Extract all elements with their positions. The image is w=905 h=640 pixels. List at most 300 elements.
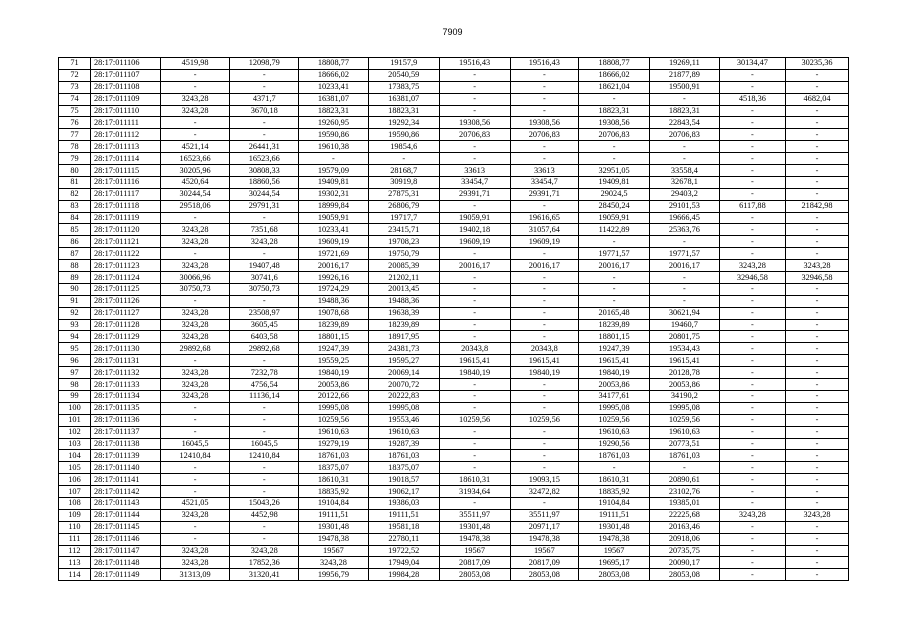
- value-cell: 22843,54: [650, 117, 720, 129]
- value-cell: -: [650, 236, 720, 248]
- value-cell: 29024,5: [579, 188, 650, 200]
- value-cell: -: [439, 272, 510, 284]
- table-row: [59, 236, 849, 248]
- value-cell: 19840,19: [439, 367, 510, 379]
- value-cell: -: [160, 414, 230, 426]
- value-cell: 29391,71: [439, 188, 510, 200]
- value-cell: 18610,31: [299, 474, 369, 486]
- value-cell: 20069,14: [368, 367, 439, 379]
- value-cell: 12410,84: [230, 450, 299, 462]
- value-cell: 19721,69: [299, 248, 369, 260]
- value-cell: 19695,17: [579, 557, 650, 569]
- table-row: [59, 343, 849, 355]
- value-cell: -: [439, 105, 510, 117]
- value-cell: -: [439, 402, 510, 414]
- value-cell: 30244,54: [230, 188, 299, 200]
- table-row: [59, 569, 849, 581]
- value-cell: 19301,48: [439, 521, 510, 533]
- value-cell: 20122,66: [299, 390, 369, 402]
- value-cell: -: [719, 295, 785, 307]
- value-cell: 10259,56: [439, 414, 510, 426]
- value-cell: -: [230, 533, 299, 545]
- value-cell: -: [510, 438, 579, 450]
- value-cell: -: [719, 462, 785, 474]
- value-cell: -: [786, 224, 849, 236]
- value-cell: 20128,78: [650, 367, 720, 379]
- value-cell: -: [160, 295, 230, 307]
- value-cell: 3243,28: [160, 93, 230, 105]
- value-cell: -: [510, 450, 579, 462]
- value-cell: -: [439, 462, 510, 474]
- value-cell: 4756,54: [230, 379, 299, 391]
- value-cell: 12410,84: [160, 450, 230, 462]
- value-cell: 19290,56: [579, 438, 650, 450]
- value-cell: -: [230, 426, 299, 438]
- value-cell: 19581,18: [368, 521, 439, 533]
- table-row: [59, 188, 849, 200]
- cadastral-code-cell: 28:17:011107: [91, 69, 161, 81]
- value-cell: 19478,38: [510, 533, 579, 545]
- value-cell: -: [786, 153, 849, 165]
- value-cell: -: [719, 105, 785, 117]
- value-cell: -: [786, 569, 849, 581]
- value-cell: 20735,75: [650, 545, 720, 557]
- table-row: [59, 69, 849, 81]
- value-cell: 31320,41: [230, 569, 299, 581]
- value-cell: 19926,16: [299, 272, 369, 284]
- table-row: [59, 153, 849, 165]
- value-cell: -: [439, 93, 510, 105]
- value-cell: 25363,76: [650, 224, 720, 236]
- value-cell: -: [160, 462, 230, 474]
- row-number-cell: 96: [59, 355, 91, 367]
- table-row: [59, 474, 849, 486]
- row-number-cell: 86: [59, 236, 91, 248]
- value-cell: 19854,6: [368, 141, 439, 153]
- value-cell: -: [719, 390, 785, 402]
- value-cell: -: [786, 69, 849, 81]
- value-cell: 19666,45: [650, 212, 720, 224]
- value-cell: 18999,84: [299, 200, 369, 212]
- value-cell: 19559,25: [299, 355, 369, 367]
- value-cell: 19609,19: [299, 236, 369, 248]
- value-cell: -: [719, 188, 785, 200]
- value-cell: 19078,68: [299, 307, 369, 319]
- value-cell: 30808,33: [230, 165, 299, 177]
- value-cell: 3243,28: [719, 509, 785, 521]
- value-cell: 12098,79: [230, 58, 299, 70]
- value-cell: 19610,63: [368, 426, 439, 438]
- value-cell: -: [786, 402, 849, 414]
- value-cell: 20013,45: [368, 283, 439, 295]
- value-cell: -: [719, 450, 785, 462]
- value-cell: 31057,64: [510, 224, 579, 236]
- value-cell: 3243,28: [160, 557, 230, 569]
- value-cell: 19516,43: [510, 58, 579, 70]
- value-cell: -: [786, 557, 849, 569]
- row-number-cell: 80: [59, 165, 91, 177]
- row-number-cell: 102: [59, 426, 91, 438]
- value-cell: 19615,41: [579, 355, 650, 367]
- value-cell: 19407,48: [230, 260, 299, 272]
- value-cell: -: [719, 545, 785, 557]
- value-cell: -: [786, 426, 849, 438]
- value-cell: 19247,39: [299, 343, 369, 355]
- value-cell: 19995,08: [579, 402, 650, 414]
- value-cell: 19724,29: [299, 283, 369, 295]
- value-cell: 19093,15: [510, 474, 579, 486]
- value-cell: 19062,17: [368, 486, 439, 498]
- value-cell: 19717,7: [368, 212, 439, 224]
- value-cell: 19615,41: [650, 355, 720, 367]
- value-cell: -: [160, 248, 230, 260]
- value-cell: 29791,31: [230, 200, 299, 212]
- value-cell: 30134,47: [719, 58, 785, 70]
- value-cell: -: [786, 497, 849, 509]
- row-number-cell: 109: [59, 509, 91, 521]
- value-cell: -: [719, 176, 785, 188]
- cadastral-code-cell: 28:17:011121: [91, 236, 161, 248]
- value-cell: 23415,71: [368, 224, 439, 236]
- value-cell: -: [510, 105, 579, 117]
- value-cell: 20343,8: [439, 343, 510, 355]
- value-cell: -: [230, 486, 299, 498]
- value-cell: -: [786, 474, 849, 486]
- row-number-cell: 111: [59, 533, 91, 545]
- value-cell: -: [510, 319, 579, 331]
- row-number-cell: 87: [59, 248, 91, 260]
- value-cell: 17852,36: [230, 557, 299, 569]
- value-cell: -: [786, 307, 849, 319]
- value-cell: -: [579, 295, 650, 307]
- value-cell: 20016,17: [299, 260, 369, 272]
- value-cell: -: [786, 450, 849, 462]
- value-cell: -: [786, 141, 849, 153]
- value-cell: -: [160, 81, 230, 93]
- value-cell: 32946,58: [786, 272, 849, 284]
- value-cell: 30244,54: [160, 188, 230, 200]
- cadastral-code-cell: 28:17:011116: [91, 176, 161, 188]
- value-cell: -: [719, 212, 785, 224]
- cadastral-code-cell: 28:17:011125: [91, 283, 161, 295]
- value-cell: -: [786, 295, 849, 307]
- value-cell: 4518,36: [719, 93, 785, 105]
- table-row: [59, 521, 849, 533]
- value-cell: -: [786, 414, 849, 426]
- value-cell: 19059,91: [579, 212, 650, 224]
- value-cell: 7232,78: [230, 367, 299, 379]
- value-cell: -: [719, 69, 785, 81]
- value-cell: 20706,83: [439, 129, 510, 141]
- value-cell: -: [579, 141, 650, 153]
- cadastral-code-cell: 28:17:011132: [91, 367, 161, 379]
- value-cell: 32678,1: [650, 176, 720, 188]
- value-cell: 22780,11: [368, 533, 439, 545]
- value-cell: 19609,19: [439, 236, 510, 248]
- row-number-cell: 78: [59, 141, 91, 153]
- value-cell: 20817,09: [439, 557, 510, 569]
- value-cell: 24381,73: [368, 343, 439, 355]
- value-cell: 19616,65: [510, 212, 579, 224]
- value-cell: 11422,89: [579, 224, 650, 236]
- table-row: [59, 402, 849, 414]
- value-cell: 4520,64: [160, 176, 230, 188]
- value-cell: 30205,96: [160, 165, 230, 177]
- value-cell: 19579,09: [299, 165, 369, 177]
- value-cell: 20016,17: [650, 260, 720, 272]
- value-cell: 22225,68: [650, 509, 720, 521]
- value-cell: 18375,07: [299, 462, 369, 474]
- value-cell: -: [230, 402, 299, 414]
- value-cell: 20918,06: [650, 533, 720, 545]
- value-cell: 3243,28: [160, 224, 230, 236]
- value-cell: 3243,28: [299, 557, 369, 569]
- cadastral-code-cell: 28:17:011131: [91, 355, 161, 367]
- value-cell: -: [786, 486, 849, 498]
- value-cell: -: [719, 557, 785, 569]
- value-cell: 19567: [579, 545, 650, 557]
- value-cell: -: [786, 462, 849, 474]
- value-cell: 18761,03: [650, 450, 720, 462]
- value-cell: 21202,11: [368, 272, 439, 284]
- table-row: [59, 497, 849, 509]
- row-number-cell: 74: [59, 93, 91, 105]
- table-row: [59, 141, 849, 153]
- value-cell: 19059,91: [299, 212, 369, 224]
- value-cell: -: [719, 141, 785, 153]
- value-cell: -: [579, 272, 650, 284]
- value-cell: 33558,4: [650, 165, 720, 177]
- value-cell: 28053,08: [510, 569, 579, 581]
- table-row: [59, 509, 849, 521]
- value-cell: -: [786, 248, 849, 260]
- value-cell: 19409,81: [579, 176, 650, 188]
- row-number-cell: 77: [59, 129, 91, 141]
- value-cell: -: [230, 414, 299, 426]
- value-cell: 19750,79: [368, 248, 439, 260]
- value-cell: 26806,79: [368, 200, 439, 212]
- value-cell: 19995,08: [650, 402, 720, 414]
- value-cell: -: [786, 188, 849, 200]
- table-row: [59, 212, 849, 224]
- value-cell: 29518,06: [160, 200, 230, 212]
- cadastral-code-cell: 28:17:011142: [91, 486, 161, 498]
- value-cell: -: [299, 153, 369, 165]
- value-cell: 19771,57: [579, 248, 650, 260]
- cadastral-code-cell: 28:17:011108: [91, 81, 161, 93]
- value-cell: -: [719, 474, 785, 486]
- value-cell: -: [439, 497, 510, 509]
- value-cell: 10259,56: [299, 414, 369, 426]
- value-cell: 19478,38: [579, 533, 650, 545]
- cadastral-code-cell: 28:17:011118: [91, 200, 161, 212]
- value-cell: 30750,73: [230, 283, 299, 295]
- value-cell: -: [160, 486, 230, 498]
- table-row: [59, 283, 849, 295]
- value-cell: 28053,08: [439, 569, 510, 581]
- value-cell: 28168,7: [368, 165, 439, 177]
- value-cell: 33613: [439, 165, 510, 177]
- row-number-cell: 106: [59, 474, 91, 486]
- value-cell: 20343,8: [510, 343, 579, 355]
- value-cell: 19409,81: [299, 176, 369, 188]
- cadastral-code-cell: 28:17:011135: [91, 402, 161, 414]
- value-cell: 32946,58: [719, 272, 785, 284]
- cadastral-code-cell: 28:17:011110: [91, 105, 161, 117]
- value-cell: 3243,28: [786, 509, 849, 521]
- table-row: [59, 295, 849, 307]
- value-cell: -: [439, 426, 510, 438]
- value-cell: 19567: [439, 545, 510, 557]
- table-row: [59, 93, 849, 105]
- row-number-cell: 99: [59, 390, 91, 402]
- value-cell: 31313,09: [160, 569, 230, 581]
- value-cell: -: [719, 355, 785, 367]
- value-cell: -: [719, 224, 785, 236]
- value-cell: -: [230, 129, 299, 141]
- value-cell: -: [786, 105, 849, 117]
- cadastral-code-cell: 28:17:011117: [91, 188, 161, 200]
- value-cell: -: [786, 212, 849, 224]
- table-row: [59, 486, 849, 498]
- row-number-cell: 103: [59, 438, 91, 450]
- cadastral-code-cell: 28:17:011143: [91, 497, 161, 509]
- value-cell: 20222,83: [368, 390, 439, 402]
- cadastral-code-cell: 28:17:011130: [91, 343, 161, 355]
- value-cell: 18666,02: [579, 69, 650, 81]
- value-cell: 16381,07: [368, 93, 439, 105]
- value-cell: -: [719, 129, 785, 141]
- value-cell: -: [719, 307, 785, 319]
- value-cell: -: [230, 81, 299, 93]
- value-cell: 19488,36: [299, 295, 369, 307]
- value-cell: 18610,31: [439, 474, 510, 486]
- cadastral-code-cell: 28:17:011144: [91, 509, 161, 521]
- value-cell: 20163,46: [650, 521, 720, 533]
- value-cell: 4371,7: [230, 93, 299, 105]
- value-cell: 18823,31: [579, 105, 650, 117]
- value-cell: 19111,51: [368, 509, 439, 521]
- cadastral-code-cell: 28:17:011129: [91, 331, 161, 343]
- row-number-cell: 114: [59, 569, 91, 581]
- value-cell: 20706,83: [510, 129, 579, 141]
- value-cell: -: [439, 331, 510, 343]
- value-cell: -: [439, 153, 510, 165]
- table-row: [59, 58, 849, 70]
- value-cell: 32951,05: [579, 165, 650, 177]
- value-cell: 18860,56: [230, 176, 299, 188]
- value-cell: -: [719, 283, 785, 295]
- table-row: [59, 224, 849, 236]
- row-number-cell: 93: [59, 319, 91, 331]
- value-cell: -: [160, 117, 230, 129]
- value-cell: 30741,6: [230, 272, 299, 284]
- value-cell: 32472,82: [510, 486, 579, 498]
- cadastral-code-cell: 28:17:011113: [91, 141, 161, 153]
- value-cell: -: [786, 319, 849, 331]
- value-cell: 16381,07: [299, 93, 369, 105]
- value-cell: 19269,11: [650, 58, 720, 70]
- value-cell: 20706,83: [579, 129, 650, 141]
- value-cell: -: [160, 69, 230, 81]
- value-cell: 3243,28: [160, 319, 230, 331]
- value-cell: -: [439, 69, 510, 81]
- value-cell: 18801,15: [299, 331, 369, 343]
- value-cell: 3605,45: [230, 319, 299, 331]
- value-cell: 20706,83: [650, 129, 720, 141]
- cadastral-code-cell: 28:17:011140: [91, 462, 161, 474]
- value-cell: 19615,41: [439, 355, 510, 367]
- cadastral-code-cell: 28:17:011128: [91, 319, 161, 331]
- value-cell: 30235,36: [786, 58, 849, 70]
- value-cell: 20053,86: [650, 379, 720, 391]
- value-cell: 4682,04: [786, 93, 849, 105]
- cadastral-code-cell: 28:17:011114: [91, 153, 161, 165]
- value-cell: 19610,38: [299, 141, 369, 153]
- value-cell: 3243,28: [786, 260, 849, 272]
- table-row: [59, 462, 849, 474]
- value-cell: -: [510, 248, 579, 260]
- value-cell: 20971,17: [510, 521, 579, 533]
- row-number-cell: 112: [59, 545, 91, 557]
- value-cell: -: [579, 462, 650, 474]
- value-cell: 15043,26: [230, 497, 299, 509]
- value-cell: 27875,31: [368, 188, 439, 200]
- cadastral-code-cell: 28:17:011126: [91, 295, 161, 307]
- value-cell: 23102,76: [650, 486, 720, 498]
- table-row: [59, 129, 849, 141]
- value-cell: 19157,9: [368, 58, 439, 70]
- row-number-cell: 81: [59, 176, 91, 188]
- value-cell: -: [650, 141, 720, 153]
- table-row: [59, 200, 849, 212]
- value-cell: 19567: [299, 545, 369, 557]
- table-row: [59, 117, 849, 129]
- value-cell: -: [719, 497, 785, 509]
- row-number-cell: 83: [59, 200, 91, 212]
- table-row: [59, 545, 849, 557]
- value-cell: 19609,19: [510, 236, 579, 248]
- value-cell: 20165,48: [579, 307, 650, 319]
- row-number-cell: 79: [59, 153, 91, 165]
- value-cell: 20090,17: [650, 557, 720, 569]
- value-cell: -: [786, 438, 849, 450]
- value-cell: -: [719, 248, 785, 260]
- value-cell: -: [230, 355, 299, 367]
- value-cell: 4519,98: [160, 58, 230, 70]
- value-cell: 3243,28: [160, 509, 230, 521]
- value-cell: 3670,18: [230, 105, 299, 117]
- table-row: [59, 426, 849, 438]
- value-cell: 33454,7: [439, 176, 510, 188]
- value-cell: 11136,14: [230, 390, 299, 402]
- value-cell: 3243,28: [160, 260, 230, 272]
- cadastral-code-cell: 28:17:011106: [91, 58, 161, 70]
- value-cell: -: [160, 355, 230, 367]
- cadastral-code-cell: 28:17:011134: [91, 390, 161, 402]
- cadastral-code-cell: 28:17:011109: [91, 93, 161, 105]
- cadastral-code-cell: 28:17:011147: [91, 545, 161, 557]
- value-cell: -: [786, 129, 849, 141]
- value-cell: -: [510, 200, 579, 212]
- table-row: [59, 307, 849, 319]
- value-cell: -: [160, 402, 230, 414]
- row-number-cell: 71: [59, 58, 91, 70]
- value-cell: -: [510, 295, 579, 307]
- value-cell: -: [650, 153, 720, 165]
- row-number-cell: 76: [59, 117, 91, 129]
- row-number-cell: 73: [59, 81, 91, 93]
